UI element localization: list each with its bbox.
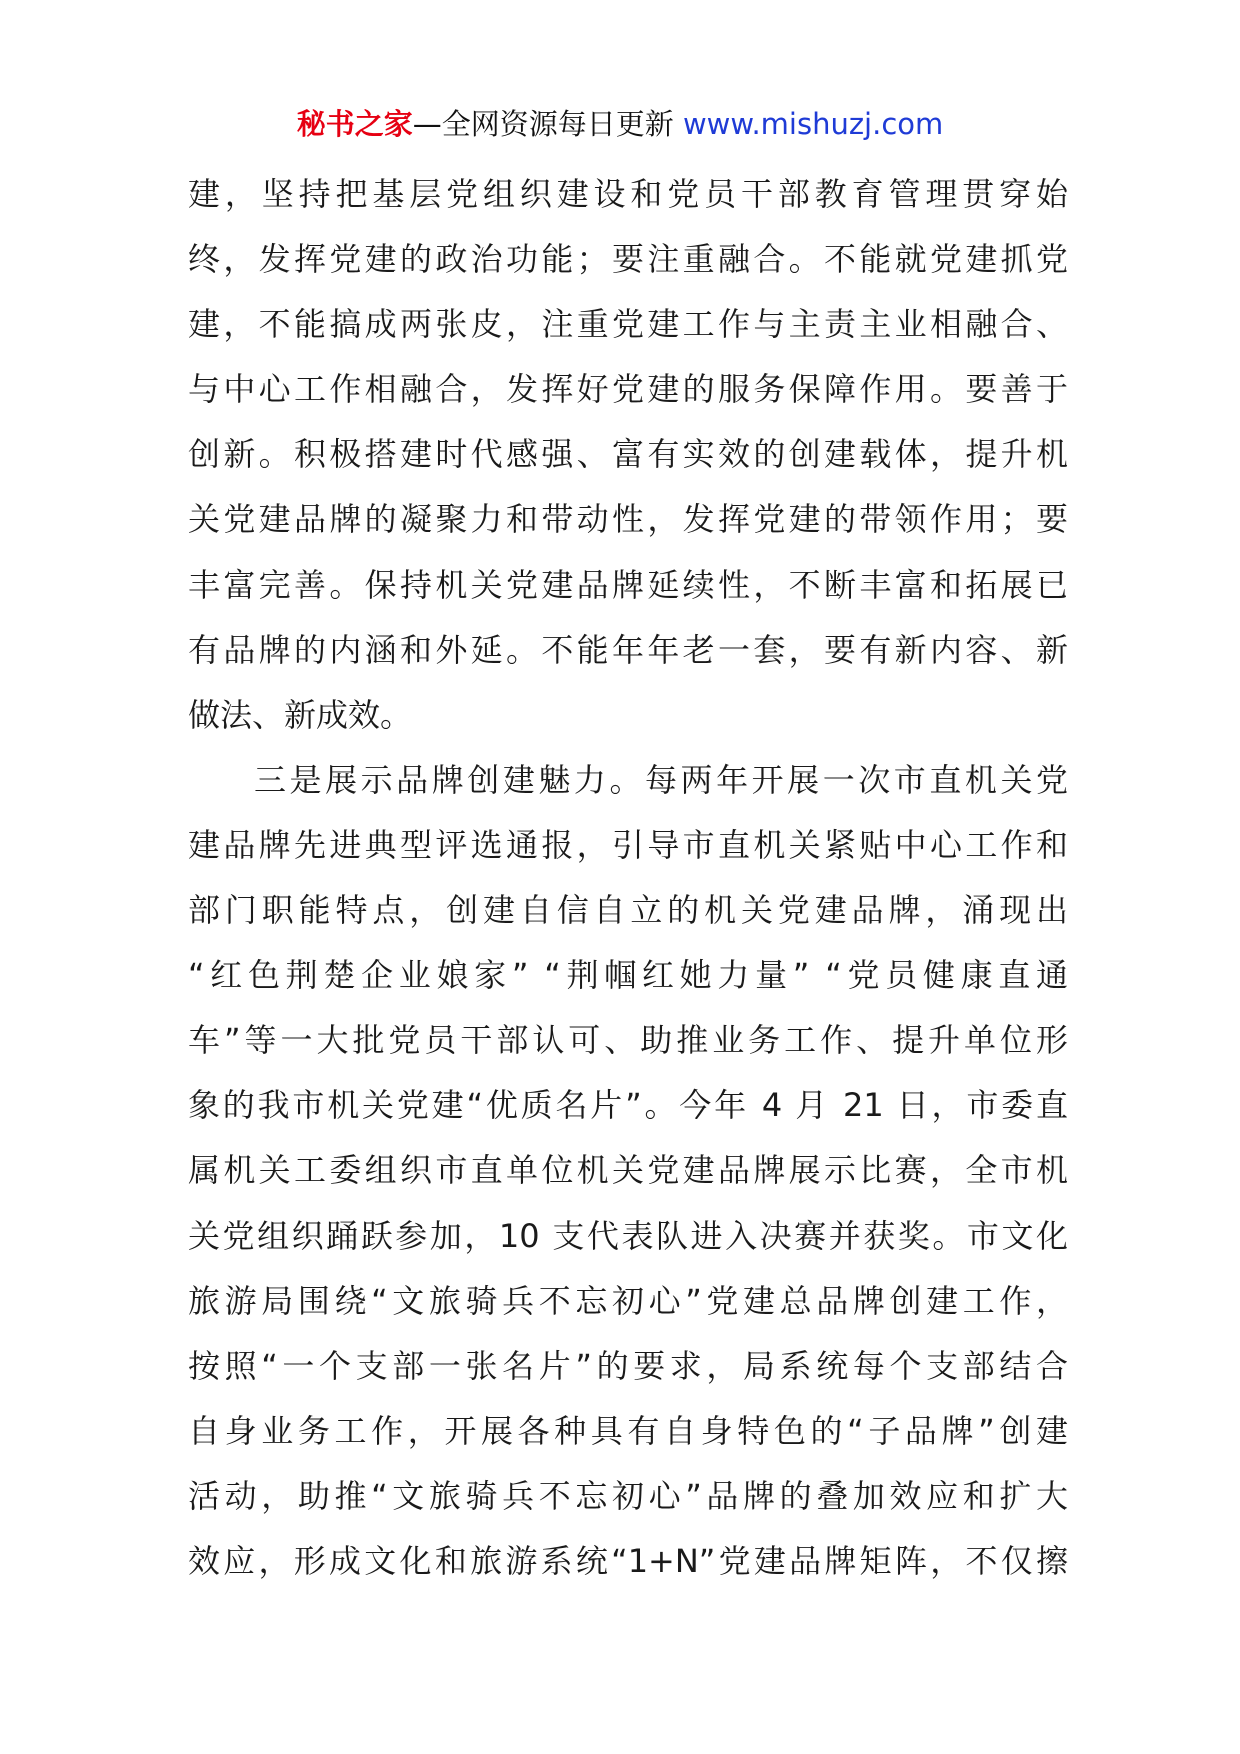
header-slogan: —全网资源每日更新	[412, 107, 683, 141]
body-line: 关党建品牌的凝聚力和带动性，发挥党建的带领作用；要	[188, 500, 1068, 539]
body-line: 丰富完善。保持机关党建品牌延续性，不断丰富和拓展已	[188, 565, 1068, 604]
body-line: 关党组织踊跃参加，10 支代表队进入决赛并获奖。市文化	[188, 1216, 1068, 1255]
body-line: 象的我市机关党建“优质名片”。今年 4 月 21 日，市委直	[188, 1086, 1068, 1125]
body-line: 终，发挥党建的政治功能；要注重融合。不能就党建抓党	[188, 240, 1068, 279]
body-line: 旅游局围绕“文旅骑兵不忘初心”党建总品牌创建工作，	[188, 1281, 1068, 1320]
body-line: 车”等一大批党员干部认可、助推业务工作、提升单位形	[188, 1021, 1068, 1060]
header-url-link[interactable]: www.mishuzj.com	[682, 107, 944, 141]
body-line: 按照“一个支部一张名片”的要求，局系统每个支部结合	[188, 1346, 1068, 1385]
document-body	[188, 162, 1068, 1594]
body-line: 与中心工作相融合，发挥好党建的服务保障作用。要善于	[188, 370, 1068, 409]
brand-name: 秘书之家	[296, 107, 413, 141]
body-line: 建品牌先进典型评选通报，引导市直机关紧贴中心工作和	[188, 825, 1068, 864]
body-line: 部门职能特点，创建自信自立的机关党建品牌，涌现出	[188, 891, 1068, 930]
body-line: 创新。积极搭建时代感强、富有实效的创建载体，提升机	[188, 435, 1068, 474]
body-line: “红色荆楚企业娘家” “荆帼红她力量” “党员健康直通	[188, 956, 1068, 995]
body-line: 效应，形成文化和旅游系统“1+N”党建品牌矩阵，不仅擦	[188, 1541, 1068, 1580]
body-line: 做法、新成效。	[188, 695, 413, 734]
page-header	[0, 102, 1240, 146]
body-line: 自身业务工作，开展各种具有自身特色的“子品牌”创建	[188, 1411, 1068, 1450]
body-line: 属机关工委组织市直单位机关党建品牌展示比赛，全市机	[188, 1151, 1068, 1190]
body-line: 建，坚持把基层党组织建设和党员干部教育管理贯穿始	[188, 175, 1068, 213]
body-line: 有品牌的内涵和外延。不能年年老一套，要有新内容、新	[188, 630, 1068, 669]
body-line: 活动，助推“文旅骑兵不忘初心”品牌的叠加效应和扩大	[188, 1476, 1068, 1515]
paragraph-first-line: 三是展示品牌创建魅力。每两年开展一次市直机关党	[254, 760, 1068, 799]
body-line: 建，不能搞成两张皮，注重党建工作与主责主业相融合、	[188, 305, 1068, 344]
